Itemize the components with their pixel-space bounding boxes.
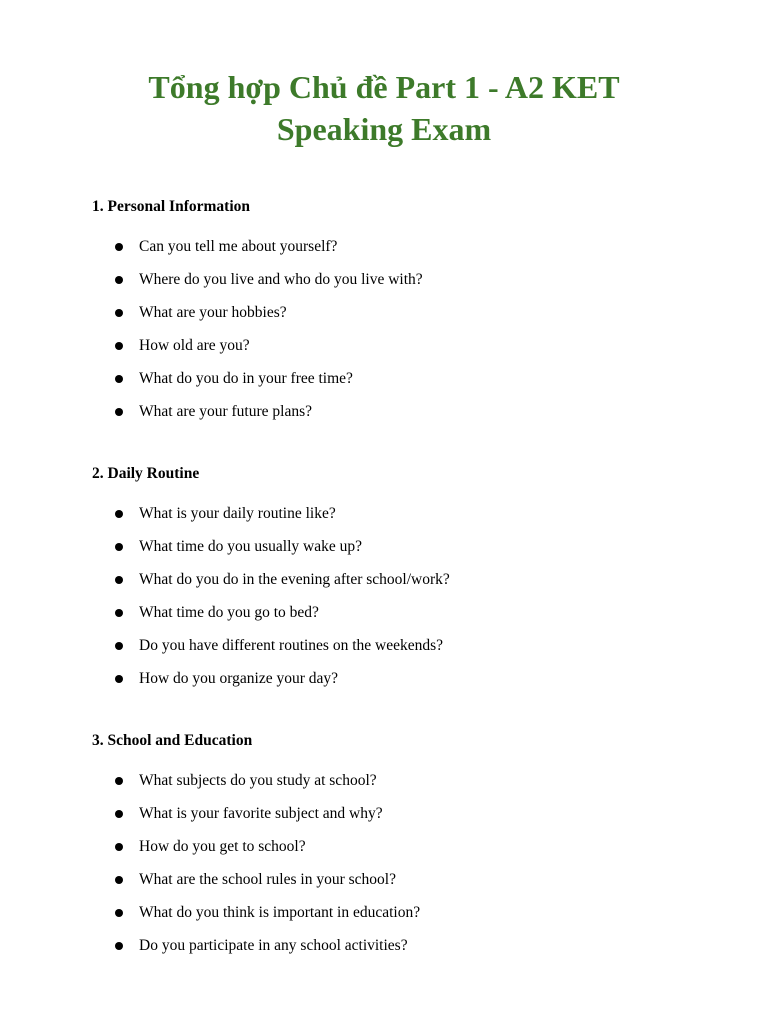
section-heading: 1. Personal Information: [92, 198, 251, 215]
question-text: What time do you usually wake up?: [139, 538, 362, 555]
section-personal-information: [92, 197, 676, 422]
list-item: [92, 903, 676, 923]
question-text: What do you think is important in education?: [139, 904, 421, 921]
question-text: Where do you live and who do you live with?: [139, 271, 423, 288]
section-daily-routine: [92, 464, 676, 689]
question-list: [92, 771, 676, 956]
bullet-icon: [115, 375, 123, 383]
list-item: [92, 369, 676, 389]
question-text: Do you have different routines on the weekends?: [139, 637, 444, 654]
bullet-icon: [115, 243, 123, 251]
question-text: What time do you go to bed?: [139, 604, 319, 621]
bullet-icon: [115, 876, 123, 884]
section-heading: 3. School and Education: [92, 732, 253, 749]
section-heading: 2. Daily Routine: [92, 465, 200, 482]
bullet-icon: [115, 777, 123, 785]
list-item: [92, 870, 676, 890]
question-text: What are your future plans?: [139, 403, 313, 420]
document-title: [92, 66, 676, 150]
bullet-icon: [115, 810, 123, 818]
list-item: [92, 771, 676, 791]
question-text: Can you tell me about yourself?: [139, 238, 338, 255]
question-text: How old are you?: [139, 337, 250, 354]
list-item: [92, 537, 676, 557]
bullet-icon: [115, 408, 123, 416]
list-item: [92, 237, 676, 257]
bullet-icon: [115, 309, 123, 317]
bullet-icon: [115, 843, 123, 851]
question-list: [92, 237, 676, 422]
bullet-icon: [115, 342, 123, 350]
list-item: [92, 669, 676, 689]
bullet-icon: [115, 675, 123, 683]
list-item: [92, 336, 676, 356]
question-text: What is your daily routine like?: [139, 505, 336, 522]
list-item: [92, 603, 676, 623]
list-item: [92, 402, 676, 422]
title-line-1: Tổng hợp Chủ đề Part 1 - A2 KET: [148, 69, 620, 105]
bullet-icon: [115, 609, 123, 617]
list-item: [92, 303, 676, 323]
list-item: [92, 837, 676, 857]
bullet-icon: [115, 510, 123, 518]
bullet-icon: [115, 276, 123, 284]
question-text: Do you participate in any school activities?: [139, 937, 408, 954]
question-text: What do you do in your free time?: [139, 370, 353, 387]
bullet-icon: [115, 642, 123, 650]
list-item: [92, 804, 676, 824]
bullet-icon: [115, 543, 123, 551]
bullet-icon: [115, 576, 123, 584]
bullet-icon: [115, 942, 123, 950]
question-list: [92, 504, 676, 689]
bullet-icon: [115, 909, 123, 917]
list-item: [92, 270, 676, 290]
list-item: [92, 936, 676, 956]
question-text: What is your favorite subject and why?: [139, 805, 383, 822]
title-line-2: Speaking Exam: [276, 111, 492, 147]
list-item: [92, 504, 676, 524]
list-item: [92, 570, 676, 590]
question-text: How do you get to school?: [139, 838, 306, 855]
question-text: What are your hobbies?: [139, 304, 287, 321]
question-text: What are the school rules in your school?: [139, 871, 396, 888]
list-item: [92, 636, 676, 656]
section-school-and-education: [92, 731, 676, 956]
question-text: What subjects do you study at school?: [139, 772, 377, 789]
question-text: What do you do in the evening after school/work?: [139, 571, 450, 588]
question-text: How do you organize your day?: [139, 670, 339, 687]
